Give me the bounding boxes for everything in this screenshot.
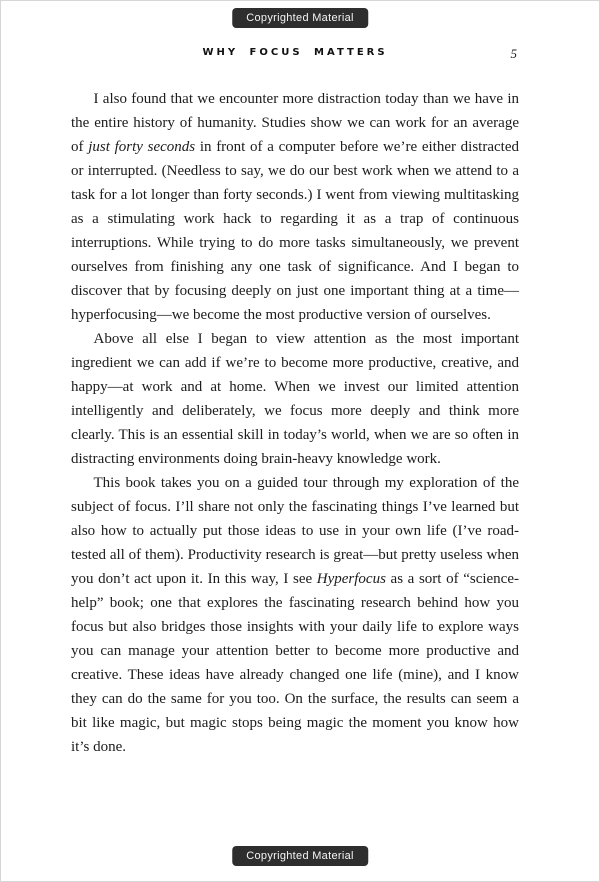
italic-text: Hyperfocus xyxy=(316,571,386,587)
copyright-badge-top: Copyrighted Material xyxy=(232,8,368,28)
body-text xyxy=(71,87,519,759)
paragraph xyxy=(71,471,519,759)
page-number: 5 xyxy=(510,46,517,61)
chapter-title: WHY FOCUS MATTERS xyxy=(202,47,388,58)
running-head xyxy=(71,47,519,63)
paragraph xyxy=(71,87,519,327)
body-text-segment: Above all else I began to view attention as the most important ingredient we can add if we’re to become more productive, creative, and happy—at work and at home. When we invest our limited attention intelligently and deliberately, we focus more deeply and think more clearly. This is an essential skill in today’s world, when we are so often in distracting environments doing brain-heavy knowledge work. xyxy=(71,331,519,467)
paragraph xyxy=(71,327,519,471)
body-text-segment: I also found that we encounter more distraction today than we have in the entire history of humanity. Studies show we can work for an average of xyxy=(71,91,519,155)
copyright-badge-bottom: Copyrighted Material xyxy=(232,846,368,866)
body-text-segment: This book takes you on a guided tour through my exploration of the subject of focus. I’ll share not only the fascinating things I’ve learned but also how to actually put those ideas to use in your own life (I’ve road-tested all of them). Productivity research is great—but pretty useless when you don’t act upon it. In this way, I see xyxy=(71,475,519,587)
body-text-segment: in front of a computer before we’re either distracted or interrupted. (Needless to say, we do our best work when we attend to a task for a lot longer than forty seconds.) I went from viewing multitasking as a stimulating work hack to regarding it as a trap of continuous interruptions. While trying to do more tasks simultaneously, we prevent ourselves from finishing any one task of significance. And I began to discover that by focusing deeply on just one important thing at a time—hyperfocusing—we become the most productive version of ourselves. xyxy=(71,139,519,323)
italic-text: just forty seconds xyxy=(88,139,196,155)
body-text-segment: as a sort of “science-help” book; one that explores the fascinating research behind how you focus but also bridges those insights with your daily life to explore ways you can manage your attention better to become more productive and creative. These ideas have already changed one life (mine), and I know they can do the same for you too. On the surface, the results can seem a bit like magic, but magic stops being magic the moment you know how it’s done. xyxy=(71,571,519,755)
